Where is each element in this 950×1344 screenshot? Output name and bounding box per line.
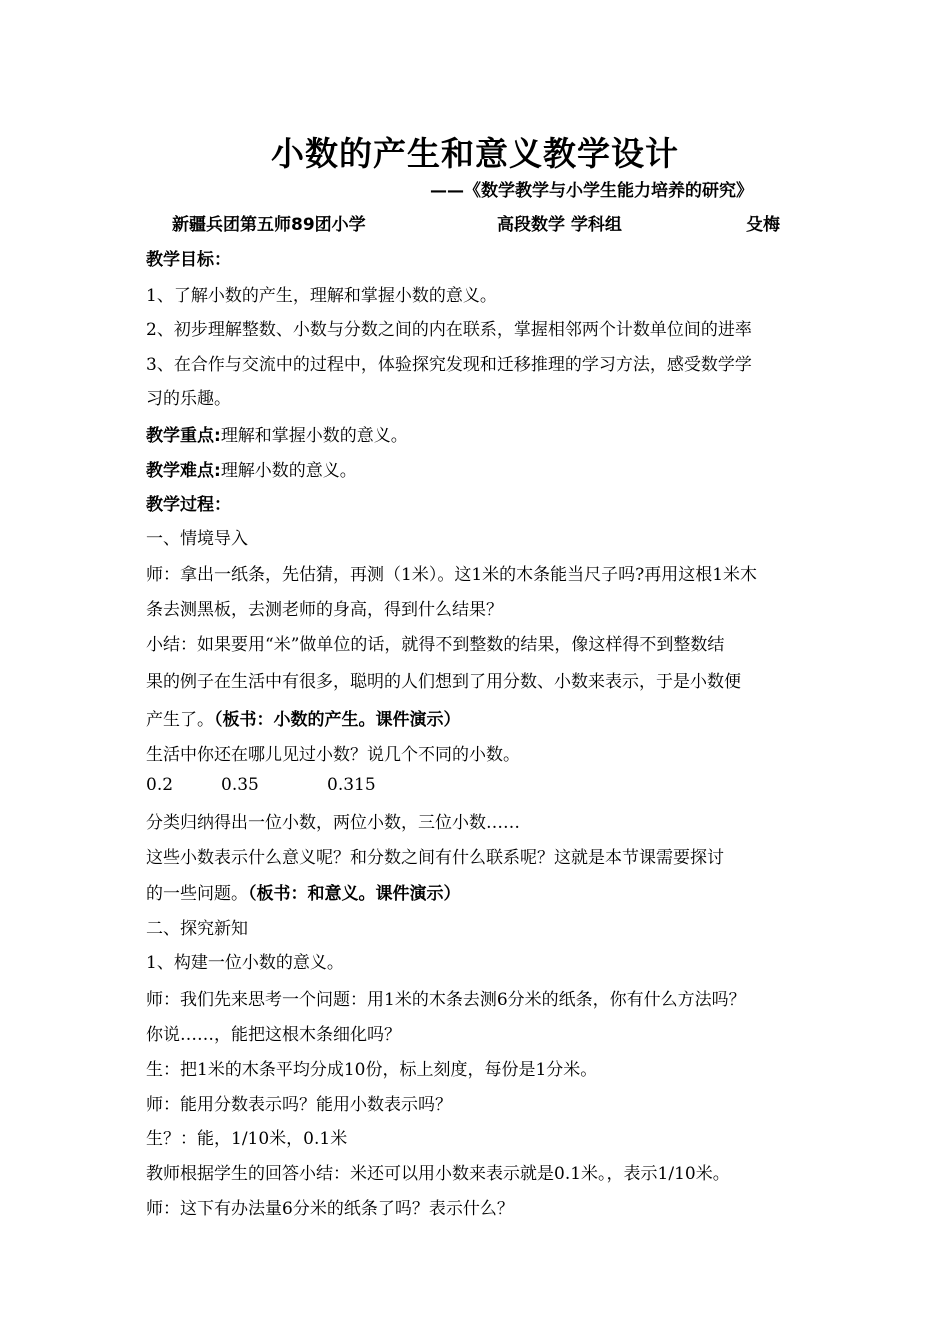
key-point-text: 理解和掌握小数的意义。 xyxy=(220,426,408,446)
paragraph-text: 的一些问题。 xyxy=(146,884,248,904)
document-title: 小数的产生和意义教学设计 xyxy=(271,134,679,173)
paragraph-line xyxy=(146,705,816,730)
paragraph-line: 小结：如果要用“米”做单位的话，就得不到整数的结果，像这样得不到整数结 xyxy=(146,635,725,655)
difficulty-text: 理解小数的意义。 xyxy=(220,461,357,481)
paragraph-line: 分类归纳得出一位小数，两位小数，三位小数…… xyxy=(146,813,520,833)
process-heading: 教学过程： xyxy=(146,495,231,515)
paragraph-line: 条去测黑板，去测老师的身高，得到什么结果？ xyxy=(146,600,503,620)
paragraph-line: 你说……，能把这根木条细化吗？ xyxy=(146,1025,401,1045)
objective-item: 3、在合作与交流中的过程中，体验探究发现和迁移推理的学习方法，感受数学学 xyxy=(146,355,752,375)
paragraph-line: 生活中你还在哪儿见过小数？说几个不同的小数。 xyxy=(146,745,520,765)
objective-item: 1、了解小数的产生，理解和掌握小数的意义。 xyxy=(146,286,497,306)
subject-group: 高段数学 学科组 xyxy=(497,215,622,235)
section-heading: 二、探究新知 xyxy=(146,919,248,939)
paragraph-line: 这些小数表示什么意义呢？和分数之间有什么联系呢？这就是本节课需要探讨 xyxy=(146,848,724,868)
board-note: （板书：小数的产生。课件演示） xyxy=(214,710,461,730)
difficulty-label: 教学难点: xyxy=(146,461,221,481)
section-heading: 一、情境导入 xyxy=(146,529,248,549)
board-note: （板书：和意义。课件演示） xyxy=(248,884,461,904)
key-point-label: 教学重点: xyxy=(146,426,221,446)
paragraph-line: 果的例子在生活中有很多，聪明的人们想到了用分数、小数来表示，于是小数便 xyxy=(146,672,741,692)
difficulty xyxy=(146,456,816,481)
paragraph-line: 师：能用分数表示吗？能用小数表示吗？ xyxy=(146,1095,452,1115)
paragraph-line: 师：我们先来思考一个问题：用1米的木条去测6分米的纸条，你有什么方法吗？ xyxy=(146,990,746,1010)
paragraph-line: 师：这下有办法量6分米的纸条了吗？表示什么？ xyxy=(146,1199,514,1219)
document-subtitle: ——《数学教学与小学生能力培养的研究》 xyxy=(430,181,753,201)
objective-item: 习的乐趣。 xyxy=(146,389,231,409)
paragraph-line: 教师根据学生的回答小结：米还可以用小数来表示就是0.1米。，表示1/10米。 xyxy=(146,1164,730,1184)
objectives-heading: 教学目标： xyxy=(146,250,231,270)
paragraph-line: 师：拿出一纸条，先估猜，再测（1米）。这1米的木条能当尺子吗?再用这根1米木 xyxy=(146,565,758,585)
decimal-example: 0.2 xyxy=(146,775,174,795)
paragraph-line: 生？：能，1/10米，0.1米 xyxy=(146,1129,348,1149)
paragraph-text: 产生了。 xyxy=(146,710,214,730)
objective-item: 2、初步理解整数、小数与分数之间的内在联系，掌握相邻两个计数单位间的进率 xyxy=(146,320,752,340)
decimal-examples xyxy=(146,775,816,795)
paragraph-line xyxy=(146,879,816,904)
author-name: 殳梅 xyxy=(746,215,780,235)
paragraph-line: 生：把1米的木条平均分成10份，标上刻度，每份是1分米。 xyxy=(146,1060,598,1080)
decimal-example: 0.35 xyxy=(221,775,259,795)
subsection-heading: 1、构建一位小数的意义。 xyxy=(146,953,344,973)
school-name: 新疆兵团第五师89团小学 xyxy=(172,215,366,235)
decimal-example: 0.315 xyxy=(327,775,376,795)
key-point xyxy=(146,421,816,446)
